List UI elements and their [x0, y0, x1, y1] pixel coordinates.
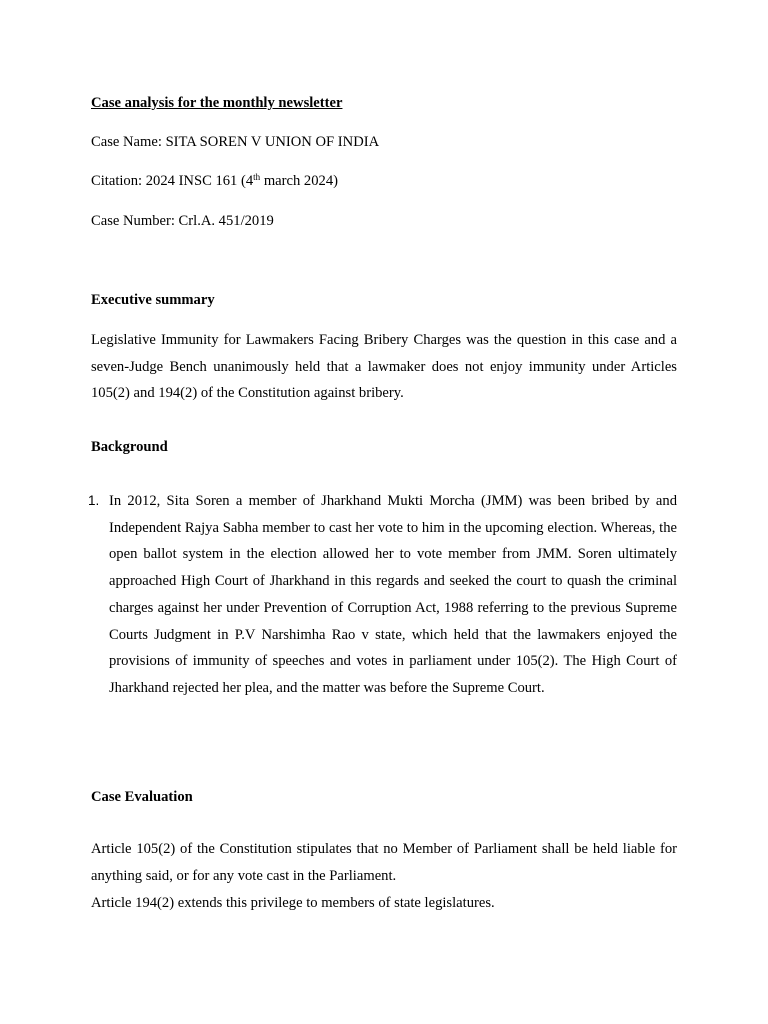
list-item-number: 1. — [88, 493, 100, 508]
list-item-text: In 2012, Sita Soren a member of Jharkhand Mukti Morcha (JMM) was been bribed by and Independent Rajya Sabha member to cast her vote to him in the upcoming election. Whereas, the open ballot system in the election allowed her to vote member from JMM. Soren ultimately approached High Court of Jharkhand in this regards and seeked the court to quash the criminal charges against her under Prevention of Corruption Act, 1988 referring to the previous Supreme Courts Judgment in P.V Narshimha Rao v state, which held that the lawmakers enjoyed the provisions of immunity of speeches and votes in parliament under 105(2). The High Court of Jharkhand rejected her plea, and the matter was before the Supreme Court. — [109, 493, 677, 696]
citation-prefix: Citation: 2024 INSC 161 (4 — [91, 173, 254, 189]
case-name: Case Name: SITA SOREN V UNION OF INDIA — [91, 134, 380, 150]
case-number: Case Number: Crl.A. 451/2019 — [91, 213, 274, 229]
executive-summary-text: Legislative Immunity for Lawmakers Facing Bribery Charges was the question in this case and a seven-Judge Bench unanimously held that a lawmaker does not enjoy immunity under Articles 105(2) and 194(2) of the Constitution against bribery. — [91, 332, 677, 402]
document-title: Case analysis for the monthly newsletter — [91, 95, 343, 111]
citation — [91, 172, 338, 190]
citation-superscript: th — [253, 172, 261, 182]
case-evaluation-paragraph-2: Article 194(2) extends this privilege to members of state legislatures. — [91, 895, 495, 911]
case-evaluation-paragraph-1: Article 105(2) of the Constitution stipulates that no Member of Parliament shall be held liable for anything said, or for any vote cast in the Parliament. — [91, 841, 677, 884]
citation-suffix: march 2024) — [260, 173, 338, 189]
case-evaluation-heading: Case Evaluation — [91, 789, 193, 805]
background-heading: Background — [91, 439, 168, 455]
executive-summary-heading: Executive summary — [91, 292, 215, 308]
